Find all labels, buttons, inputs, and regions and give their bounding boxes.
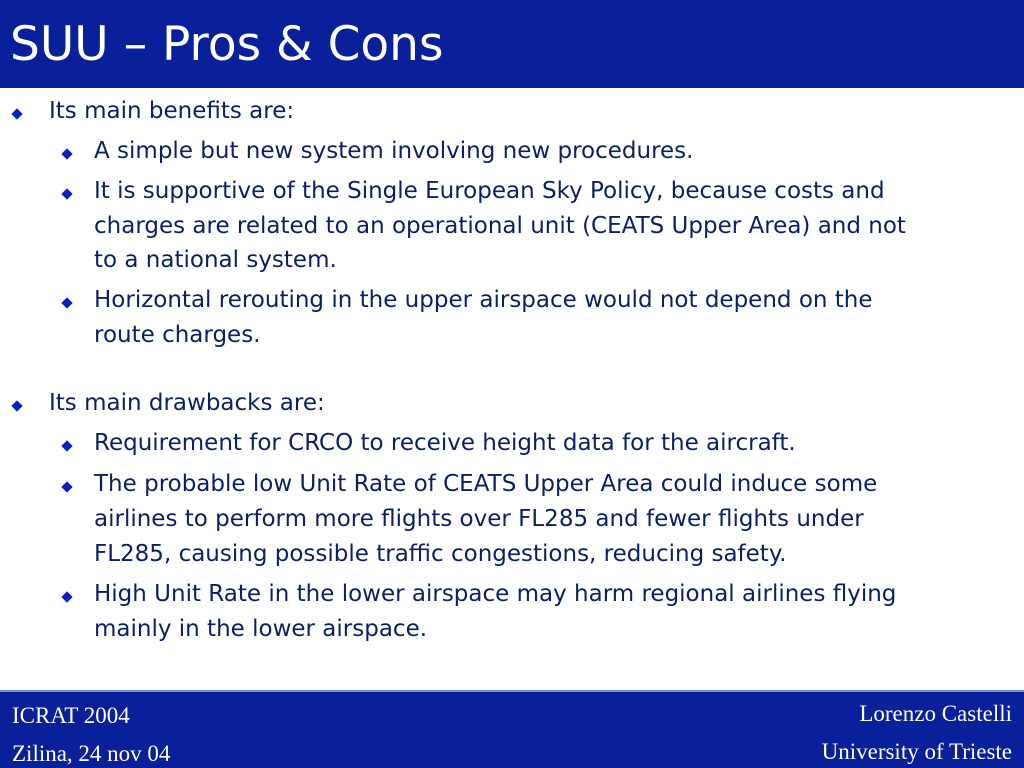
drawback-item-3-line-2: mainly in the lower airspace. — [94, 616, 428, 642]
diamond-bullet-icon — [11, 108, 22, 119]
diamond-bullet-icon — [11, 400, 22, 411]
benefits-heading: Its main benefits are: — [49, 98, 295, 124]
diamond-bullet-icon — [61, 297, 72, 308]
benefit-item-1-line-1: A simple but new system involving new procedures. — [94, 138, 694, 164]
slide-content — [0, 88, 1024, 688]
footer-bar — [0, 690, 1024, 768]
drawback-item-1-line-1: Requirement for CRCO to receive height data for the aircraft. — [94, 430, 796, 456]
benefit-item-2-line-2: charges are related to an operational unit (CEATS Upper Area) and not — [94, 213, 906, 239]
diamond-bullet-icon — [61, 440, 72, 451]
drawback-item-2-line-1: The probable low Unit Rate of CEATS Upper Area could induce some — [94, 471, 878, 497]
footer-affiliation: University of Trieste — [821, 739, 1012, 764]
diamond-bullet-icon — [61, 188, 72, 199]
benefit-item-3-line-1: Horizontal rerouting in the upper airspace would not depend on the — [94, 287, 873, 313]
title-bar — [0, 0, 1024, 88]
footer-location-date: Zilina, 24 nov 04 — [12, 741, 171, 766]
benefit-item-2-line-3: to a national system. — [94, 247, 337, 273]
benefit-item-2-line-1: It is supportive of the Single European Sky Policy, because costs and — [94, 178, 885, 204]
drawbacks-heading: Its main drawbacks are: — [49, 390, 325, 416]
diamond-bullet-icon — [61, 148, 72, 159]
drawback-item-2-line-3: FL285, causing possible traffic congestions, reducing safety. — [94, 541, 787, 567]
diamond-bullet-icon — [61, 591, 72, 602]
drawback-item-2-line-2: airlines to perform more flights over FL285 and fewer flights under — [94, 506, 864, 532]
drawback-item-3-line-1: High Unit Rate in the lower airspace may harm regional airlines flying — [94, 581, 897, 607]
footer-conference: ICRAT 2004 — [12, 703, 130, 728]
slide-title: SUU – Pros & Cons — [10, 17, 444, 72]
benefit-item-3-line-2: route charges. — [94, 322, 261, 348]
diamond-bullet-icon — [61, 481, 72, 492]
footer-author: Lorenzo Castelli — [859, 701, 1012, 726]
